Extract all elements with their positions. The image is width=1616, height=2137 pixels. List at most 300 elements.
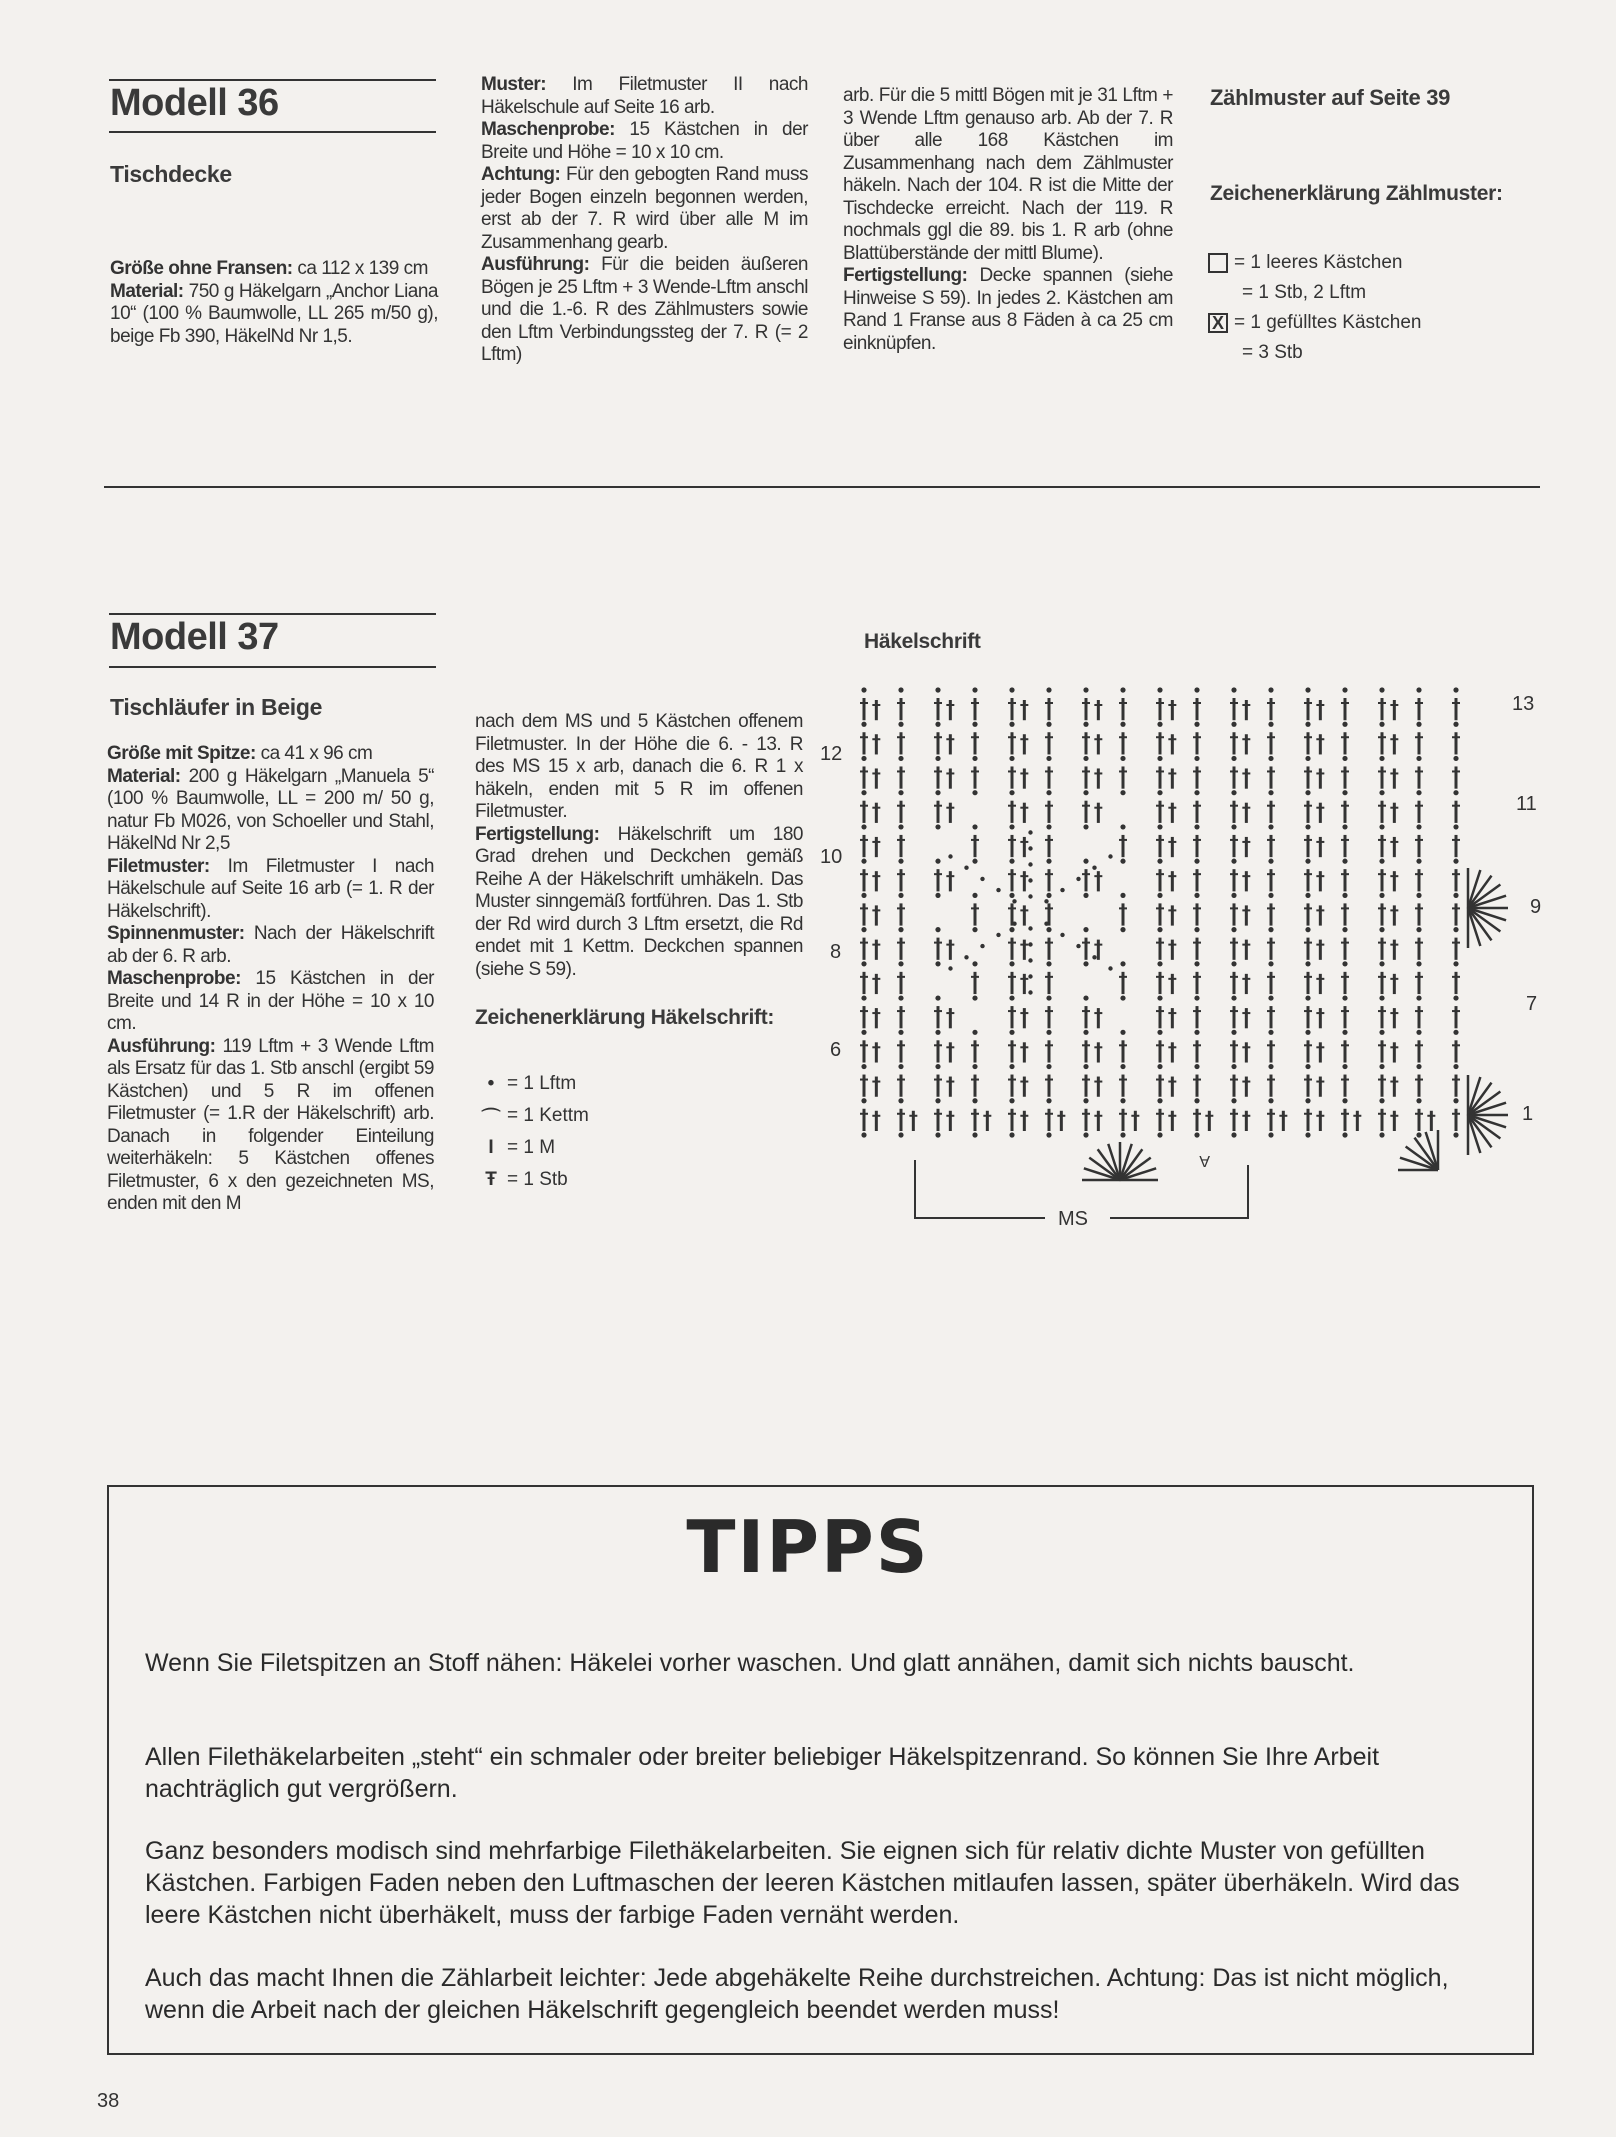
chain-dot [861, 927, 866, 932]
model36-col2-p3: Ausführung: Für die beiden äußeren Bögen je 25 Lftm + 3 Wende-Lftm anschl und die 1.-6. R des Zählmusters sowie den Lftm Verbindungssteg der 7. R (= 2 Lftm) [481, 254, 808, 365]
chain-dot [1268, 756, 1273, 761]
chain-dot [1231, 756, 1236, 761]
legend-row-filled [1208, 308, 1422, 338]
chain-dot [1083, 995, 1088, 1000]
chain-dot [1268, 927, 1273, 932]
chain-dot [1009, 893, 1014, 898]
chain-dot [1342, 1064, 1347, 1069]
chain-dot [1194, 1030, 1199, 1035]
chain-dot [1009, 1132, 1014, 1137]
chain-dot [1194, 995, 1199, 1000]
tips-paragraph-2: Allen Filethäkelarbeiten „steht“ ein schmaler oder breiter beliebiger Häkelspitzenrand. So können Sie Ihre Arbeit nachträglich gut vergrößern. [145, 1743, 1380, 1803]
chain-dot [948, 854, 952, 858]
chain-dot [1379, 790, 1384, 795]
chain-dot [1046, 756, 1051, 761]
model37-col2-p1: Fertigstellung: Häkelschrift um 180 Grad drehen und Deckchen gemäß Reihe A der Häkelschrift umhäkeln. Das Muster sinngemäß fortführen. Das 1. Stb der Rd wird durch 3 Lftm ersetzt, die Rd endet mit 1 Kettm. Deckchen spannen (siehe S 59). [475, 823, 803, 980]
tips-paragraph-3: Ganz besonders modisch sind mehrfarbige Filethäkelarbeiten. Sie eignen sich für relativ dichte Muster von gefüllten Kästchen. Farbigen Faden neben den Luftmaschen der leeren Kästchen mitlaufen lassen, später überhäkeln. Wird das leere Kästchen nicht überhäkelt, muss der farbige Faden vernäht werden. [145, 1837, 1460, 1929]
ms-bracket-left [915, 1160, 1045, 1218]
chain-dot [1379, 1098, 1384, 1103]
chain-dot [1342, 927, 1347, 932]
model36-col3-p1: Fertigstellung: Decke spannen (siehe Hinweise S 59). In jedes 2. Kästchen am Rand 1 Franse aus 8 Fäden à ca 25 cm einknüpfen. [843, 265, 1173, 354]
row-label-7: 7 [1526, 993, 1538, 1015]
chain-dot [1342, 790, 1347, 795]
chain-dot [972, 893, 977, 898]
chain-dot [964, 866, 968, 870]
chain-dot [1453, 995, 1458, 1000]
chain-dot [1046, 1132, 1051, 1137]
row-label-10: 10 [820, 846, 843, 868]
chain-dot [935, 995, 940, 1000]
chain-dot [1028, 974, 1032, 978]
chain-dot [1305, 995, 1310, 1000]
chain-dot [1453, 1098, 1458, 1103]
symbol-m: I = 1 M [475, 1132, 589, 1164]
chain-dot [1083, 1064, 1088, 1069]
chain-dot [1416, 995, 1421, 1000]
chain-dot [1268, 1064, 1273, 1069]
chain-dot [1194, 687, 1199, 692]
chain-dot [1416, 824, 1421, 829]
chain-dot [1379, 995, 1384, 1000]
chain-dot [1083, 1098, 1088, 1103]
chain-dot [972, 790, 977, 795]
count-legend [1208, 248, 1422, 368]
chain-dot [972, 927, 977, 932]
chain-dot [1046, 790, 1051, 795]
chain-dot [1157, 1030, 1162, 1035]
chain-dot [935, 859, 940, 864]
chain-dot [1046, 859, 1051, 864]
chain-dot [1083, 961, 1088, 966]
chain-dot [1342, 824, 1347, 829]
chain-dot [1416, 893, 1421, 898]
chain-dot [1231, 824, 1236, 829]
chain-dot [1083, 824, 1088, 829]
model36-col1-p0: Größe ohne Fransen: ca 112 x 139 cm [110, 258, 428, 279]
chain-dot [1379, 756, 1384, 761]
chain-dot [1157, 722, 1162, 727]
symbol-stb: Ŧ = 1 Stb [475, 1164, 589, 1196]
chain-dot [1028, 878, 1032, 882]
chain-dot [1120, 995, 1125, 1000]
chain-dot [1120, 1132, 1125, 1137]
treble-stitch-icon: Ŧ [485, 1169, 497, 1190]
chain-dot [1453, 859, 1458, 864]
chain-dot [1231, 1132, 1236, 1137]
chain-dot [1342, 995, 1347, 1000]
chain-dot [1046, 1098, 1051, 1103]
chain-dot [1379, 859, 1384, 864]
chain-dot [1305, 859, 1310, 864]
chain-dot [980, 944, 984, 948]
chain-dot [1157, 824, 1162, 829]
chain-dot [1305, 961, 1310, 966]
chain-dot [1416, 756, 1421, 761]
chain-dot [1194, 1064, 1199, 1069]
chain-dot [1009, 790, 1014, 795]
chain-dot [1083, 790, 1088, 795]
chain-dot [1194, 722, 1199, 727]
chain-dot [861, 824, 866, 829]
chain-dot [1453, 961, 1458, 966]
chain-dot [1342, 756, 1347, 761]
chain-dot [1453, 927, 1458, 932]
chain-dot [935, 824, 940, 829]
chain-dot [1120, 927, 1125, 932]
chain-dot [980, 877, 984, 881]
row-label-8: 8 [830, 941, 842, 963]
chain-dot [1305, 1064, 1310, 1069]
chain-dot [1231, 995, 1236, 1000]
chain-dot [1305, 927, 1310, 932]
ms-label: MS [1058, 1208, 1088, 1230]
chain-dot [1120, 893, 1125, 898]
model37-col2 [475, 711, 803, 981]
chain-dot [1009, 687, 1014, 692]
chain-dot [1044, 922, 1048, 926]
model37-title: Modell 37 [110, 616, 279, 658]
chain-dot [861, 1064, 866, 1069]
chain-dot [1416, 1132, 1421, 1137]
model36-col3 [843, 85, 1173, 355]
chain-dot [1046, 961, 1051, 966]
chain-dot [1028, 894, 1032, 898]
chain-dot [1231, 893, 1236, 898]
legend-filled-line1: = 1 gefülltes Kästchen [1234, 312, 1422, 333]
model36-col1-p1: Material: 750 g Häkelgarn „Anchor Liana 10“ (100 % Baumwolle, LL 265 m/50 g), beige Fb 390, HäkelNd Nr 1,5. [110, 280, 438, 347]
chain-dot [861, 961, 866, 966]
chain-dot [1092, 955, 1096, 959]
chain-dot [1009, 1064, 1014, 1069]
model36-col2-p1: Maschenprobe: 15 Kästchen in der Breite und Höhe = 10 x 10 cm. [481, 119, 808, 163]
chain-dot [1342, 1132, 1347, 1137]
count-legend-title: Zeichenerklärung Zählmuster: [1210, 182, 1503, 205]
chain-dot [861, 722, 866, 727]
chain-dot [1231, 927, 1236, 932]
chain-dot [1379, 1132, 1384, 1137]
chain-dot [1379, 961, 1384, 966]
chain-dot [972, 824, 977, 829]
tips-paragraph-1: Wenn Sie Filetspitzen an Stoff nähen: Häkelei vorher waschen. Und glatt annähen, damit sich nichts bauscht. [145, 1649, 1355, 1677]
chain-dot [1083, 927, 1088, 932]
chain-dot [1416, 1098, 1421, 1103]
filled-box-icon: X [1208, 313, 1228, 333]
chain-dot [1194, 893, 1199, 898]
symbol-slip: ⌒ = 1 Kettm [475, 1100, 589, 1132]
chain-dot [935, 927, 940, 932]
chain-dot [898, 790, 903, 795]
tips-title: TIPPS [686, 1505, 930, 1589]
chain-dot [1305, 893, 1310, 898]
chain-dot [1268, 961, 1273, 966]
chain-dot [861, 1030, 866, 1035]
chain-dot [996, 888, 1000, 892]
chain-dot [972, 1030, 977, 1035]
model37-subtitle: Tischläufer in Beige [110, 694, 323, 720]
chain-dot [1120, 1064, 1125, 1069]
chain-dot [1028, 862, 1032, 866]
chain-dot [964, 955, 968, 959]
chain-dot [1379, 722, 1384, 727]
chain-dot [1009, 824, 1014, 829]
crochet-symbols-title: Zeichenerklärung Häkelschrift: [475, 1006, 775, 1029]
chain-dot [1342, 1030, 1347, 1035]
chain-dot [1012, 899, 1016, 903]
chain-dot [972, 687, 977, 692]
chain-dot [1028, 846, 1032, 850]
chain-dot [1379, 824, 1384, 829]
symbol-chain: • = 1 Lftm [475, 1068, 589, 1100]
chain-dot [1009, 995, 1014, 1000]
model36-col1 [110, 258, 438, 348]
model36-col2 [481, 74, 808, 367]
chain-dot [861, 893, 866, 898]
model36-subtitle: Tischdecke [110, 161, 232, 187]
chain-dot [1060, 888, 1064, 892]
chain-dot [898, 961, 903, 966]
chain-dot [1120, 1030, 1125, 1035]
crochet-chart-title: Häkelschrift [864, 630, 981, 653]
chain-dot [1046, 722, 1051, 727]
chain-dot [972, 995, 977, 1000]
chain-dot [898, 756, 903, 761]
chain-dot [935, 722, 940, 727]
chain-dot [972, 859, 977, 864]
chain-dot [1009, 756, 1014, 761]
chain-dot [1231, 961, 1236, 966]
stitch-m-icon: I [488, 1137, 494, 1158]
chain-dot [1194, 1132, 1199, 1137]
chain-dot [1416, 859, 1421, 864]
chain-dot [898, 824, 903, 829]
row-label-12: 12 [820, 743, 843, 765]
chain-dot [972, 756, 977, 761]
chain-dot [1342, 1098, 1347, 1103]
chain-dot [1268, 1098, 1273, 1103]
chain-dot [1305, 1030, 1310, 1035]
chain-dot [1046, 927, 1051, 932]
chain-dot [1453, 1064, 1458, 1069]
chain-dot [898, 687, 903, 692]
chain-dot [1108, 854, 1112, 858]
chain-dot [1046, 1064, 1051, 1069]
chain-dot [898, 859, 903, 864]
chain-dot [1157, 790, 1162, 795]
chain-dot [1416, 687, 1421, 692]
legend-filled-line2: = 3 Stb [1242, 342, 1303, 363]
chain-dot [1083, 1132, 1088, 1137]
chain-dot [861, 859, 866, 864]
chain-dot [1453, 1030, 1458, 1035]
page-number: 38 [97, 2090, 120, 2112]
chain-dot [1231, 687, 1236, 692]
chain-dot [898, 995, 903, 1000]
chain-dot [935, 756, 940, 761]
chain-dot [1083, 893, 1088, 898]
chain-dot [1009, 1030, 1014, 1035]
chain-dot [1157, 1132, 1162, 1137]
model37-col1-p3: Spinnenmuster: Nach der Häkelschrift ab der 6. R arb. [107, 923, 434, 967]
legend-empty-line2: = 1 Stb, 2 Lftm [1242, 282, 1367, 303]
chain-dot [1379, 687, 1384, 692]
chain-dot [1083, 722, 1088, 727]
chain-dot [1120, 790, 1125, 795]
chain-dot [1268, 995, 1273, 1000]
chain-dot [1268, 687, 1273, 692]
chain-dot [861, 1098, 866, 1103]
model36-col3-p0: arb. Für die 5 mittl Bögen mit je 31 Lftm + 3 Wende Lftm genauso arb. Ab der 7. R über alle 168 Kästchen im Zusammenhang nach dem Zählmuster häkeln. Nach der 104. R ist die Mitte der Tischdecke erreicht. Nach der 119. R nochmals ggl die 89. bis 1. R arb (ohne Blattüberstände der mittl Blume). [843, 85, 1173, 264]
chain-dot [1231, 859, 1236, 864]
chain-dot [1044, 899, 1048, 903]
chain-dot [1194, 859, 1199, 864]
chain-dot [1157, 893, 1162, 898]
crochet-symbols [475, 1068, 589, 1196]
chain-dot [861, 790, 866, 795]
chain-dot [972, 1132, 977, 1137]
chain-dot [1157, 687, 1162, 692]
chain-dot [861, 687, 866, 692]
chain-dot [1268, 859, 1273, 864]
chain-dot [1083, 1030, 1088, 1035]
chain-dot [1342, 893, 1347, 898]
chain-dot [1305, 722, 1310, 727]
chain-dot [1268, 1030, 1273, 1035]
chain-dot [898, 1030, 903, 1035]
chain-dot [1416, 790, 1421, 795]
chain-dot [1342, 722, 1347, 727]
chain-dot [935, 1030, 940, 1035]
chain-dot [1046, 995, 1051, 1000]
model37-col1-p5: Ausführung: 119 Lftm + 3 Wende Lftm als Ersatz für das 1. Stb anschl (ergibt 59 Kästchen) und 5 R im offenen Filetmuster (= 1.R der Häkelschrift) arb. Danach in folgender Einteilung weiterhäkeln: 5 Kästchen offenes Filetmuster, 6 x den gezeichneten MS, enden mit den M [107, 1035, 434, 1214]
model37-col1-p4: Maschenprobe: 15 Kästchen in der Breite und 14 R in der Höhe = 10 x 10 cm. [107, 968, 434, 1034]
model37-col1-p0: Größe mit Spitze: ca 41 x 96 cm [107, 743, 373, 764]
chain-dot [861, 1132, 866, 1137]
chain-dot [1194, 927, 1199, 932]
chain-dot [1231, 722, 1236, 727]
chain-dot [1028, 830, 1032, 834]
chain-dot [1194, 1098, 1199, 1103]
row-label-1: 1 [1522, 1103, 1534, 1125]
chain-dot [1416, 1030, 1421, 1035]
chain-dot [935, 1132, 940, 1137]
row-label-13: 13 [1512, 693, 1535, 715]
chain-dot [1268, 790, 1273, 795]
chain-dot [1009, 1098, 1014, 1103]
chain-dot [972, 722, 977, 727]
chain-dot [1194, 756, 1199, 761]
chain-dot [898, 1064, 903, 1069]
crochet-chart [820, 670, 1580, 1240]
chain-dot [1120, 687, 1125, 692]
chain-dot [1046, 687, 1051, 692]
chain-dot [1083, 859, 1088, 864]
chain-dot [1268, 1132, 1273, 1137]
chain-dot [1028, 926, 1032, 930]
chain-dot [1453, 756, 1458, 761]
chain-dot [1076, 877, 1080, 881]
count-pattern-ref: Zählmuster auf Seite 39 [1210, 85, 1451, 110]
chain-dot [1379, 927, 1384, 932]
chain-dot [898, 722, 903, 727]
chain-dot [1268, 824, 1273, 829]
model37-col2-p0: nach dem MS und 5 Kästchen offenem Filetmuster. In der Höhe die 6. - 13. R des MS 15 x arb, danach die 6. R 1 x häkeln, enden mit 5 R im offenen Filetmuster. [475, 711, 803, 822]
chain-dot [1231, 1030, 1236, 1035]
chain-dot [1120, 756, 1125, 761]
chain-dot [1028, 958, 1032, 962]
chain-dot [898, 927, 903, 932]
row-a-label: A [1199, 1152, 1210, 1169]
chain-dot [1305, 790, 1310, 795]
model36-col2-p2: Achtung: Für den gebogten Rand muss jeder Bogen einzeln begonnen werden, erst ab der 7. R wird über alle M im Zusammenhang gearb. [481, 164, 808, 253]
chain-dot [1305, 1132, 1310, 1137]
chain-dot [1120, 722, 1125, 727]
chain-dot [1194, 824, 1199, 829]
chain-dot [898, 1132, 903, 1137]
row-label-9: 9 [1530, 896, 1542, 918]
chain-dot [1120, 859, 1125, 864]
chain-dot [1453, 790, 1458, 795]
chain-dot [972, 1098, 977, 1103]
chain-dot [935, 1064, 940, 1069]
chain-dot [1083, 687, 1088, 692]
chain-dot [972, 1064, 977, 1069]
chain-dot [1379, 1064, 1384, 1069]
chain-dot [1083, 756, 1088, 761]
chain-dot [1379, 893, 1384, 898]
row-label-11: 11 [1516, 793, 1537, 815]
chain-dot [1157, 1098, 1162, 1103]
chain-dot [1046, 893, 1051, 898]
chain-dot [1231, 790, 1236, 795]
chain-dot [1157, 995, 1162, 1000]
chain-dot [1305, 1098, 1310, 1103]
chain-dot [1046, 1030, 1051, 1035]
chain-dot [1092, 866, 1096, 870]
model37-col1-p2: Filetmuster: Im Filetmuster I nach Häkelschule auf Seite 16 arb (= 1. R der Häkelschrift). [107, 855, 434, 922]
chain-dot [1305, 756, 1310, 761]
chain-dot [898, 1098, 903, 1103]
chain-dot [1416, 927, 1421, 932]
chain-dot [1157, 859, 1162, 864]
legend-empty-line1: = 1 leeres Kästchen [1234, 252, 1403, 273]
chain-dot [996, 933, 1000, 937]
chain-dot [1120, 1098, 1125, 1103]
chain-dot [1028, 942, 1032, 946]
chain-dot [1231, 1064, 1236, 1069]
chain-dot [935, 790, 940, 795]
chain-dot [948, 966, 952, 970]
model37-col1 [107, 743, 434, 1216]
chain-dot [861, 995, 866, 1000]
chain-dot [1231, 1098, 1236, 1103]
chain-dot [1342, 859, 1347, 864]
chain-dot [935, 961, 940, 966]
chain-dot [1453, 722, 1458, 727]
chain-dot [1194, 790, 1199, 795]
chain-dot [1305, 687, 1310, 692]
chain-dot [1157, 1064, 1162, 1069]
chain-dot [1342, 687, 1347, 692]
chain-dot [861, 756, 866, 761]
chain-dot [1012, 922, 1016, 926]
chain-dot [1157, 927, 1162, 932]
chain-dot [1416, 1064, 1421, 1069]
chain-dot [935, 687, 940, 692]
chain-dot [1453, 824, 1458, 829]
chain-stitch-icon: • [487, 1073, 495, 1094]
chain-dot [1194, 961, 1199, 966]
model36-col2-p0: Muster: Im Filetmuster II nach Häkelschule auf Seite 16 arb. [481, 74, 808, 118]
